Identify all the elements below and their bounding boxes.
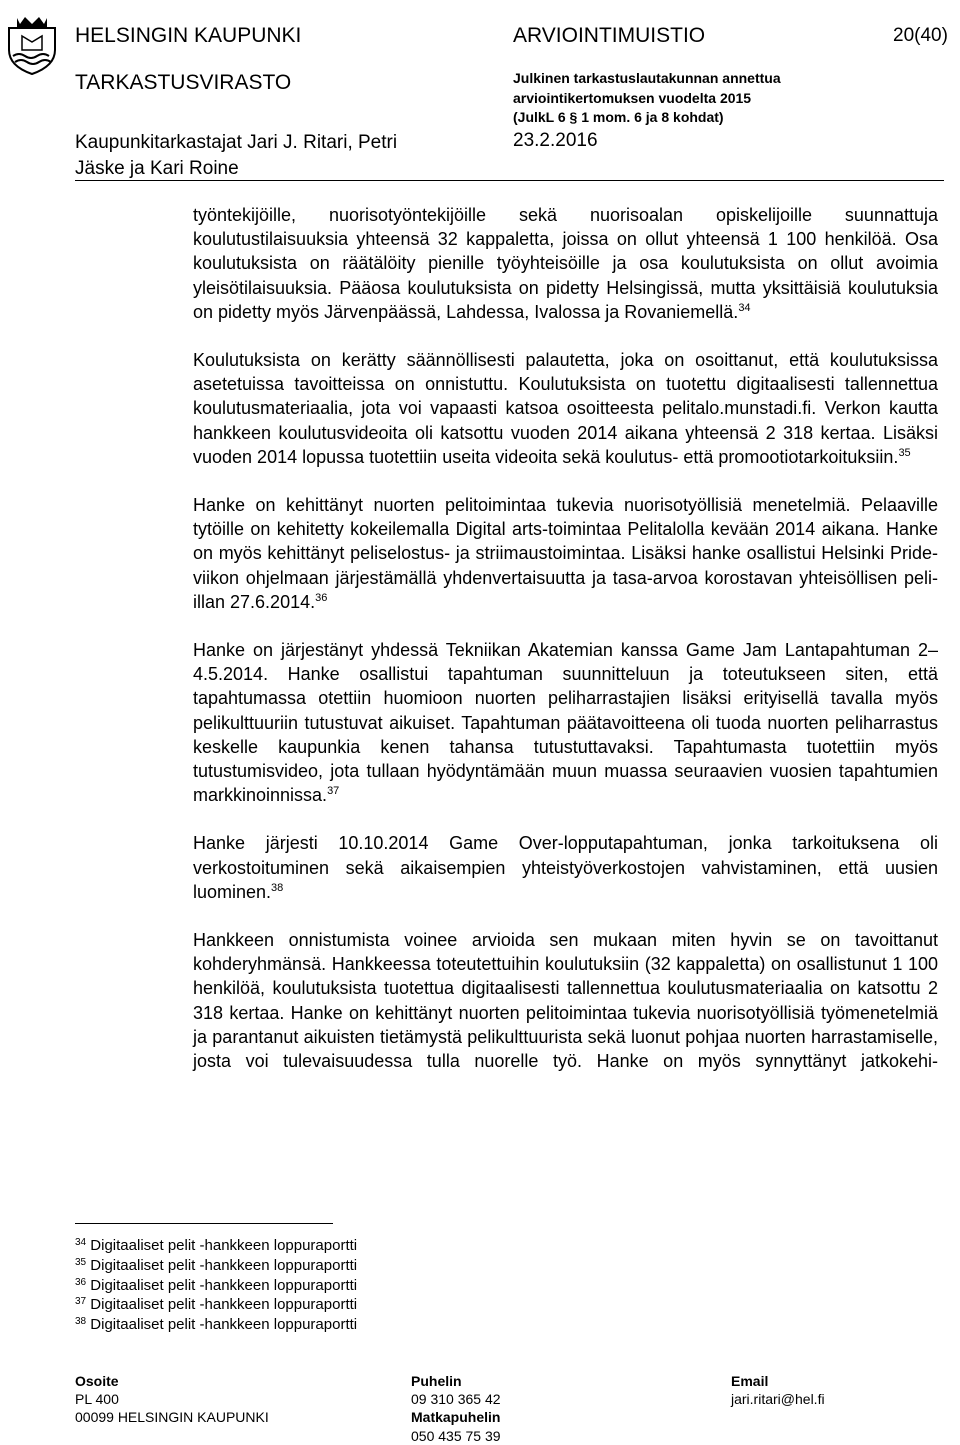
- header-subtitle-line3: (JulkL 6 § 1 mom. 6 ja 8 kohdat): [513, 109, 724, 125]
- paragraph-1: [193, 203, 938, 324]
- helsinki-crest-icon: [1, 14, 63, 76]
- footnote-text: Digitaaliset pelit -hankkeen loppuraportti: [90, 1316, 358, 1334]
- footnote-ref: 34: [738, 301, 751, 314]
- footnote-36: [75, 1276, 357, 1296]
- paragraph-text: Hanke on kehittänyt nuorten pelitoimintaa tukevia nuorisotyöllisiä menetelmiä. Pelaaville tytöille on kehitetty kokeilemalla Digital arts-toimintaa Pelitalolla kevään 2014 aikana. Hanke on myös kehittänyt peliselostus- ja striimaustoimintaa. Lisäksi hanke osallistui Helsinki Pride-viikon ohjelmaan järjestämällä yhdenvertaisuutta ja tasa-arvoa korostavan yhteisöllisen peli-illan 27.6.2014.: [193, 495, 938, 612]
- footer-phone: [411, 1372, 501, 1445]
- footer-email-address[interactable]: jari.ritari@hel.fi: [731, 1391, 825, 1408]
- footnote-number: 38: [75, 1316, 87, 1328]
- footer-phone-label: Puhelin: [411, 1373, 462, 1389]
- paragraph-text: Hanke on järjestänyt yhdessä Tekniikan Akatemian kanssa Game Jam Lantapahtuman 2–4.5.2014. Hanke osallistui tapahtuman suunnitteluun ja toteutukseen siten, että tapahtumassa otettiin huomioon nuorten peliharrastajien lisäksi erityisellä tavalla myös pelikulttuuriin tutustuvat aikuiset. Tapahtuman päätavoitteena oli tuoda nuorten peliharrastus keskelle kaupunkia kenen tahansa tutustuttavaksi. Tapahtumasta tuotettiin myös tutustumisvideo, jota tullaan hyödyntämään muun muassa seuraavien vuosien tapahtumien markkinoinnissa.: [193, 640, 938, 806]
- paragraph-text: työntekijöille, nuorisotyöntekijöille sekä nuorisoalan opiskelijoille suunnattuja koulutustilaisuuksia yhteensä 32 kappaletta, joissa on ollut yhteensä 1 100 henkilöä. Osa koulutuksista on räätälöity pienille työyhteisöille ja osa koulutuksista on ollut avoimia yleisötilaisuuksia. Pääosa koulutuksista on pidetty Helsingissä, mutta yksittäisiä koulutuksia on pidetty myös Järvenpäässä, Lahdessa, Ivalossa ja Rovaniemellä.: [193, 205, 938, 322]
- header-office: TARKASTUSVIRASTO: [75, 71, 292, 94]
- footnote-ref: 36: [315, 591, 328, 604]
- header-city: HELSINGIN KAUPUNKI: [75, 24, 302, 47]
- footer-email: [731, 1372, 825, 1408]
- header-auditors-line2: Jäske ja Kari Roine: [75, 158, 239, 179]
- header-unit: ARVIOINTIMUISTIO: [513, 24, 706, 47]
- footnote-ref: 37: [327, 785, 340, 798]
- footnotes: [75, 1236, 357, 1335]
- footnote-number: 34: [75, 1237, 87, 1248]
- footnote-37: [75, 1295, 357, 1315]
- paragraph-4: [193, 638, 938, 807]
- footer-address-line1: PL 400: [75, 1391, 119, 1408]
- footnote-text: Digitaaliset pelit -hankkeen loppuraportti: [90, 1256, 358, 1274]
- footer-email-label: Email: [731, 1373, 769, 1389]
- footer-address-label: Osoite: [75, 1373, 119, 1389]
- header-auditors: [75, 130, 397, 182]
- footnote-text: Digitaaliset pelit -hankkeen loppuraportti: [90, 1296, 358, 1314]
- footnote-text: Digitaaliset pelit -hankkeen loppuraportti: [90, 1237, 358, 1254]
- footnote-ref: 35: [898, 446, 911, 459]
- footer-mobile-label: Matkapuhelin: [411, 1409, 501, 1426]
- footer-phone-number: 09 310 365 42: [411, 1391, 501, 1408]
- footnote-divider: [75, 1223, 333, 1224]
- paragraph-text: Hankkeen onnistumista voinee arvioida sen mukaan miten hyvin se on tavoittanut kohderyhmänsä. Hankkeessa toteutettuihin koulutuksiin (32 kappaletta) on osallistunut 1 100 henkilöä, koulutuksista tuotettua digitaalisesti tallennettua koulutusmateriaalia on katsottu 2 318 kertaa. Hanke on kehittänyt nuorten pelitoimintaa tukevia nuorisotyöllisiä työmenetelmiä ja parantanut aikuisten tietämystä pelikulttuurista sekä luonut pohjaa nuorten harrastamiselle, josta voi tulevaisuudessa tulla nuorelle työ. Hanke on myös synnyttänyt jatkokehi-: [193, 930, 938, 1072]
- header-subtitle-line2: arviointikertomuksen vuodelta 2015: [513, 89, 752, 106]
- paragraph-3: [193, 493, 938, 614]
- footnote-35: [75, 1256, 357, 1276]
- header-subtitle-line1: Julkinen tarkastuslautakunnan annettua: [513, 70, 781, 86]
- paragraph-5: [193, 831, 938, 904]
- footnote-number: 35: [75, 1256, 87, 1268]
- footer-mobile-number: 050 435 75 39: [411, 1427, 501, 1444]
- footnote-ref: 38: [271, 881, 284, 894]
- footer-address: [75, 1372, 269, 1427]
- paragraph-text: Koulutuksista on kerätty säännöllisesti palautetta, joka on osoittanut, että koulutuksissa asetetuissa tavoitteissa on onnistuttu. Koulutuksista on tuotettu digitaalisesti tallennettua koulutusmateriaalia, jota voi vapaasti katsoa osoitteesta pelitalo.munstadi.fi. Verkon kautta hankkeen koulutusvideoita oli katsottu vuoden 2014 aikana yhteensä 2 318 kertaa. Lisäksi vuoden 2014 lopussa tuotettiin useita videoita sekä koulutus- että promootiotarkoituksiin.: [193, 350, 938, 467]
- header-auditors-line1: Kaupunkitarkastajat Jari J. Ritari, Petri: [75, 132, 398, 153]
- header-subtitle: [513, 69, 781, 128]
- paragraph-6: [193, 928, 938, 1073]
- paragraph-2: [193, 348, 938, 469]
- header-divider: [75, 180, 944, 181]
- document-body: [193, 203, 938, 1097]
- header-date: 23.2.2016: [513, 130, 598, 151]
- footnote-number: 37: [75, 1296, 87, 1308]
- footnote-number: 36: [75, 1276, 87, 1288]
- footer-address-line2: 00099 HELSINGIN KAUPUNKI: [75, 1409, 269, 1426]
- footnote-text: Digitaaliset pelit -hankkeen loppuraportti: [90, 1276, 358, 1294]
- footnote-34: [75, 1236, 357, 1256]
- footnote-38: [75, 1315, 357, 1335]
- paragraph-text: Hanke järjesti 10.10.2014 Game Over-lopputapahtuman, jonka tarkoituksena oli verkostoituminen sekä aikaisempien yhteistyöverkostojen vahvistaminen, että uusien luominen.: [193, 833, 938, 902]
- page-number: 20(40): [893, 25, 948, 46]
